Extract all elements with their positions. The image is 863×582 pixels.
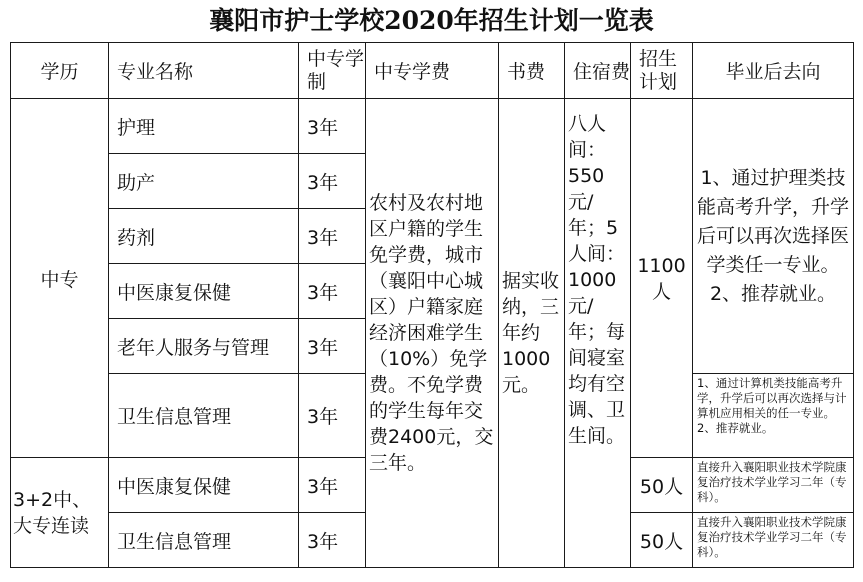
plan-cell: 50人 (631, 513, 693, 568)
tuition-note: 农村及农村地区户籍的学生免学费，城市（襄阳中心城区）户籍家庭经济困难学生（10%）免学费。不免学费的学生每年交费2400元，交三年。 (366, 99, 499, 568)
header-destination: 毕业后去向 (693, 43, 854, 99)
destination-cell: 直接升入襄阳职业技术学院康复治疗技术学业学习二年（专科）。 (693, 458, 854, 513)
enrollment-table (10, 42, 854, 568)
plan-cell: 1100人 (631, 99, 693, 458)
destination-it-text: 1、通过计算机类技能高考升学，升学后可以再次选择与计算机应用相关的任一专业。 2、推荐就业。 (697, 376, 847, 435)
major-cell: 助产 (109, 154, 299, 209)
major-cell: 中医康复保健 (109, 264, 299, 319)
plan-cell: 50人 (631, 458, 693, 513)
header-books: 书费 (499, 43, 565, 99)
header-tuition: 中专学费 (366, 43, 499, 99)
duration-cell: 3年 (299, 99, 366, 154)
destination-main-text: 1、通过护理类技能高考升学，升学后可以再次选择医学类任一专业。 2、推荐就业。 (697, 166, 850, 305)
major-cell: 护理 (109, 99, 299, 154)
duration-cell: 3年 (299, 374, 366, 458)
level-cell: 中专 (11, 99, 109, 458)
destination-main (693, 99, 854, 374)
major-cell: 药剂 (109, 209, 299, 264)
housing-note: 八人间：550元/年；5人间：1000元/年；每间寝室均有空调、卫生间。 (565, 99, 631, 568)
books-note: 据实收纳，三年约1000元。 (499, 99, 565, 568)
duration-cell: 3年 (299, 319, 366, 374)
major-cell: 中医康复保健 (109, 458, 299, 513)
destination-it (693, 374, 854, 458)
header-duration: 中专学制 (299, 43, 366, 99)
page-title: 襄阳市护士学校2020年招生计划一览表 (209, 6, 654, 35)
header-level: 学历 (11, 43, 109, 99)
major-cell: 卫生信息管理 (109, 513, 299, 568)
header-plan: 招生计划 (631, 43, 693, 99)
level-cell: 3+2中、大专连读 (11, 458, 109, 568)
duration-cell: 3年 (299, 209, 366, 264)
duration-cell: 3年 (299, 264, 366, 319)
header-row (11, 43, 854, 99)
destination-cell: 直接升入襄阳职业技术学院康复治疗技术学业学习二年（专科）。 (693, 513, 854, 568)
duration-cell: 3年 (299, 513, 366, 568)
header-housing: 住宿费 (565, 43, 631, 99)
header-major: 专业名称 (109, 43, 299, 99)
table-row (11, 99, 854, 154)
duration-cell: 3年 (299, 458, 366, 513)
major-cell: 老年人服务与管理 (109, 319, 299, 374)
major-cell: 卫生信息管理 (109, 374, 299, 458)
duration-cell: 3年 (299, 154, 366, 209)
